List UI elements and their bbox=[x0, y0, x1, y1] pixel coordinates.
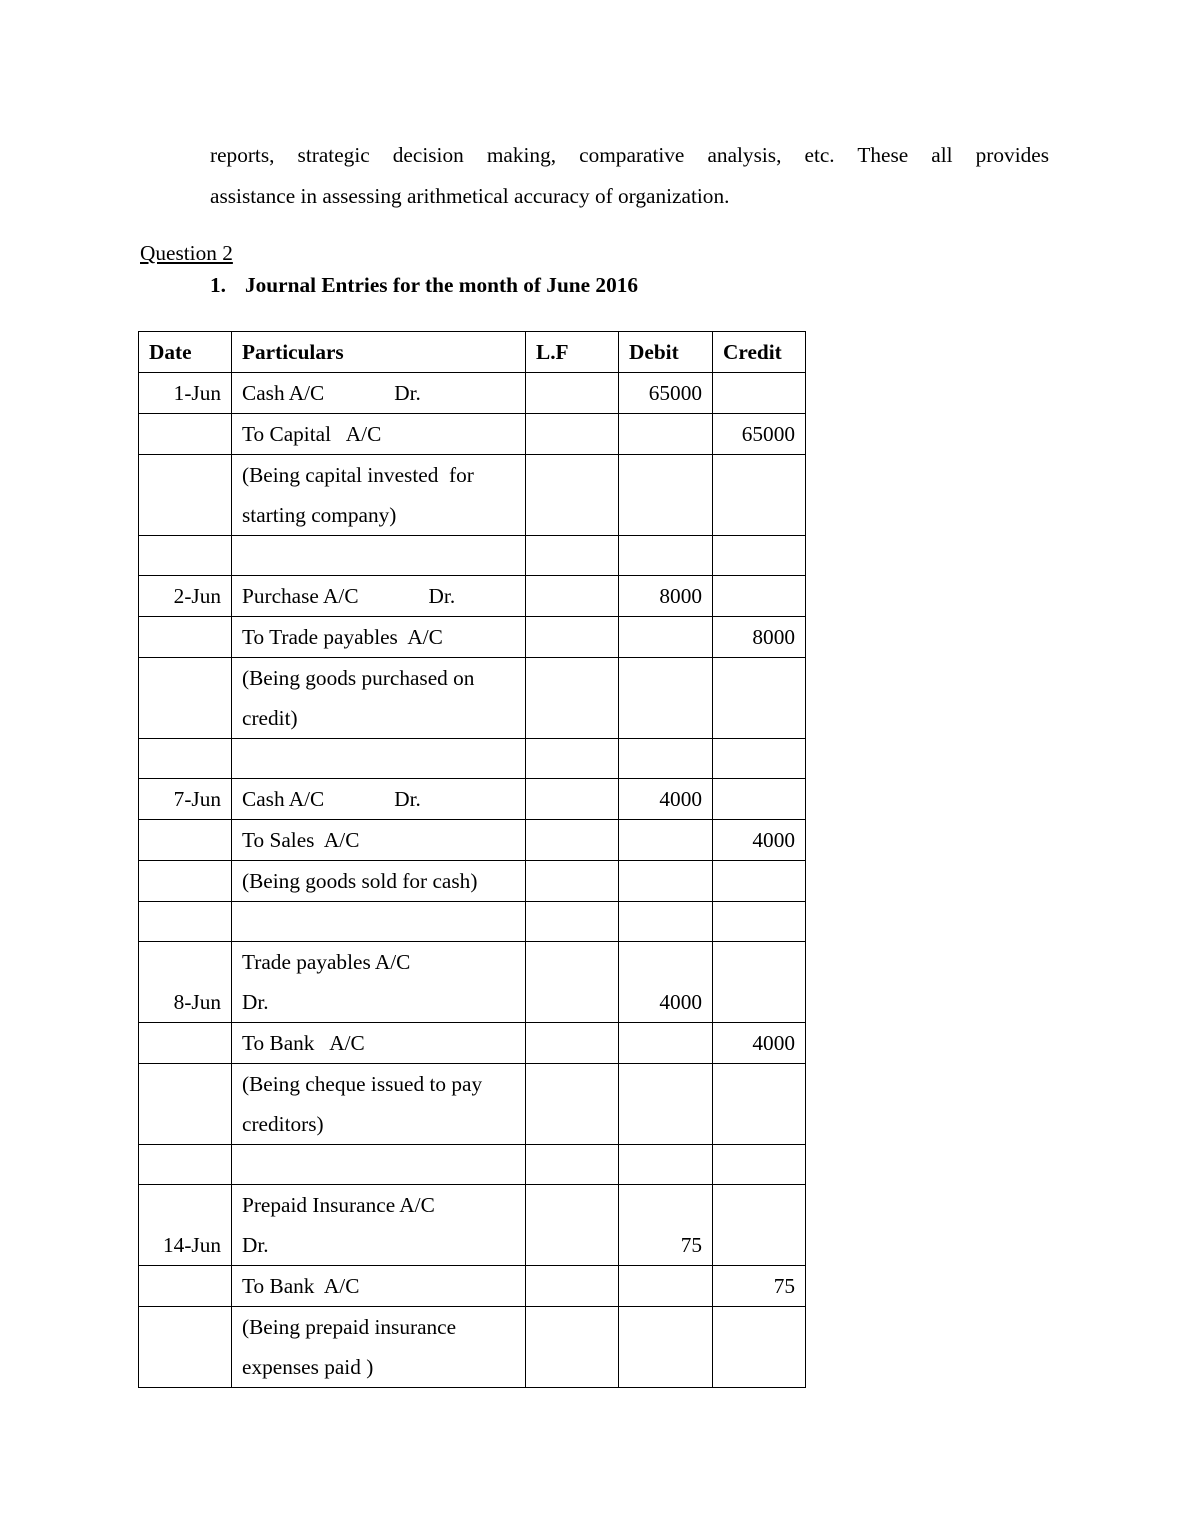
date-cell bbox=[139, 658, 232, 739]
header-date: Date bbox=[139, 332, 232, 373]
lf-cell bbox=[526, 576, 619, 617]
credit-amount: 65000 bbox=[713, 414, 806, 455]
table-row bbox=[139, 942, 806, 1023]
narration bbox=[232, 658, 526, 739]
date-cell bbox=[139, 861, 232, 902]
header-lf: L.F bbox=[526, 332, 619, 373]
header-credit: Credit bbox=[713, 332, 806, 373]
lf-cell bbox=[526, 373, 619, 414]
debit-cell bbox=[619, 617, 713, 658]
table-row bbox=[139, 455, 806, 536]
lf-cell bbox=[526, 861, 619, 902]
table-row bbox=[139, 617, 806, 658]
table-row bbox=[139, 1064, 806, 1145]
debit-cell bbox=[619, 861, 713, 902]
table-row-spacer bbox=[139, 1145, 806, 1185]
lf-cell bbox=[526, 1023, 619, 1064]
narration-line-2: creditors) bbox=[242, 1112, 324, 1136]
dr-label: Dr. bbox=[394, 787, 421, 811]
narration-line-1: (Being prepaid insurance bbox=[242, 1315, 457, 1339]
debit-cell bbox=[619, 1064, 713, 1145]
debit-cell bbox=[619, 820, 713, 861]
debit-cell bbox=[619, 455, 713, 536]
credit-cell bbox=[713, 1307, 806, 1388]
table-row-spacer bbox=[139, 536, 806, 576]
narration-line-1: (Being goods sold for cash) bbox=[242, 869, 478, 893]
journal-heading-number: 1. bbox=[210, 273, 226, 297]
table-row bbox=[139, 658, 806, 739]
debit-particular bbox=[232, 779, 526, 820]
debit-particular bbox=[232, 373, 526, 414]
intro-line-2: assistance in assessing arithmetical accuracy of organization. bbox=[210, 183, 730, 208]
date-cell bbox=[139, 455, 232, 536]
date-cell bbox=[139, 1307, 232, 1388]
debit-account: Cash A/C bbox=[242, 381, 325, 405]
credit-cell bbox=[713, 658, 806, 739]
table-row bbox=[139, 1185, 806, 1266]
narration bbox=[232, 1307, 526, 1388]
lf-cell bbox=[526, 414, 619, 455]
lf-cell bbox=[526, 1064, 619, 1145]
debit-cell bbox=[619, 658, 713, 739]
table-row bbox=[139, 1023, 806, 1064]
journal-table bbox=[138, 331, 806, 1388]
table-row-spacer bbox=[139, 739, 806, 779]
debit-particular bbox=[232, 1185, 526, 1266]
debit-account: Purchase A/C bbox=[242, 584, 359, 608]
lf-cell bbox=[526, 1185, 619, 1266]
narration-line-1: (Being capital invested for bbox=[242, 463, 474, 487]
table-row bbox=[139, 820, 806, 861]
narration-line-2: credit) bbox=[242, 706, 298, 730]
dr-label: Dr. bbox=[242, 1233, 269, 1257]
narration bbox=[232, 1064, 526, 1145]
narration bbox=[232, 861, 526, 902]
debit-cell bbox=[619, 1307, 713, 1388]
debit-account: Trade payables A/C bbox=[242, 950, 411, 974]
credit-cell bbox=[713, 861, 806, 902]
entry-date: 8-Jun bbox=[139, 942, 232, 1023]
credit-amount: 75 bbox=[713, 1266, 806, 1307]
lf-cell bbox=[526, 820, 619, 861]
credit-particular: To Bank A/C bbox=[232, 1023, 526, 1064]
debit-amount: 75 bbox=[619, 1185, 713, 1266]
narration bbox=[232, 455, 526, 536]
table-row bbox=[139, 861, 806, 902]
credit-particular: To Bank A/C bbox=[232, 1266, 526, 1307]
credit-cell bbox=[713, 373, 806, 414]
credit-particular: To Trade payables A/C bbox=[232, 617, 526, 658]
debit-cell bbox=[619, 414, 713, 455]
dr-label: Dr. bbox=[394, 381, 421, 405]
credit-cell bbox=[713, 779, 806, 820]
debit-amount: 4000 bbox=[619, 942, 713, 1023]
credit-particular: To Capital A/C bbox=[232, 414, 526, 455]
date-cell bbox=[139, 1023, 232, 1064]
entry-date: 1-Jun bbox=[139, 373, 232, 414]
dr-label: Dr. bbox=[242, 990, 269, 1014]
debit-amount: 65000 bbox=[619, 373, 713, 414]
intro-paragraph bbox=[210, 135, 1049, 216]
debit-cell bbox=[619, 1023, 713, 1064]
credit-cell bbox=[713, 455, 806, 536]
debit-amount: 8000 bbox=[619, 576, 713, 617]
date-cell bbox=[139, 820, 232, 861]
entry-date: 2-Jun bbox=[139, 576, 232, 617]
table-row bbox=[139, 373, 806, 414]
debit-particular bbox=[232, 576, 526, 617]
entry-date: 14-Jun bbox=[139, 1185, 232, 1266]
journal-heading bbox=[210, 271, 638, 299]
lf-cell bbox=[526, 455, 619, 536]
date-cell bbox=[139, 1064, 232, 1145]
credit-cell bbox=[713, 576, 806, 617]
header-particulars: Particulars bbox=[232, 332, 526, 373]
entry-date: 7-Jun bbox=[139, 779, 232, 820]
dr-label: Dr. bbox=[428, 584, 456, 608]
lf-cell bbox=[526, 617, 619, 658]
table-row bbox=[139, 414, 806, 455]
narration-line-2: expenses paid ) bbox=[242, 1355, 374, 1379]
date-cell bbox=[139, 1266, 232, 1307]
debit-particular bbox=[232, 942, 526, 1023]
question-heading: Question 2 bbox=[140, 241, 233, 265]
lf-cell bbox=[526, 658, 619, 739]
lf-cell bbox=[526, 1307, 619, 1388]
credit-particular: To Sales A/C bbox=[232, 820, 526, 861]
credit-cell bbox=[713, 942, 806, 1023]
header-debit: Debit bbox=[619, 332, 713, 373]
credit-cell bbox=[713, 1185, 806, 1266]
debit-cell bbox=[619, 1266, 713, 1307]
narration-line-1: (Being cheque issued to pay bbox=[242, 1072, 483, 1096]
lf-cell bbox=[526, 779, 619, 820]
debit-account: Cash A/C bbox=[242, 787, 325, 811]
debit-amount: 4000 bbox=[619, 779, 713, 820]
table-row-spacer bbox=[139, 902, 806, 942]
credit-cell bbox=[713, 1064, 806, 1145]
table-header-row bbox=[139, 332, 806, 373]
date-cell bbox=[139, 617, 232, 658]
lf-cell bbox=[526, 1266, 619, 1307]
credit-amount: 4000 bbox=[713, 1023, 806, 1064]
debit-account: Prepaid Insurance A/C bbox=[242, 1193, 435, 1217]
narration-line-2: starting company) bbox=[242, 503, 397, 527]
journal-heading-title: Journal Entries for the month of June 2016 bbox=[245, 273, 639, 297]
table-row bbox=[139, 779, 806, 820]
credit-amount: 4000 bbox=[713, 820, 806, 861]
intro-line-1: reports, strategic decision making, comparative analysis, etc. These all provides bbox=[210, 143, 1049, 167]
credit-amount: 8000 bbox=[713, 617, 806, 658]
table-row bbox=[139, 1266, 806, 1307]
lf-cell bbox=[526, 942, 619, 1023]
date-cell bbox=[139, 414, 232, 455]
table-row bbox=[139, 1307, 806, 1388]
table-row bbox=[139, 576, 806, 617]
narration-line-1: (Being goods purchased on bbox=[242, 666, 475, 690]
